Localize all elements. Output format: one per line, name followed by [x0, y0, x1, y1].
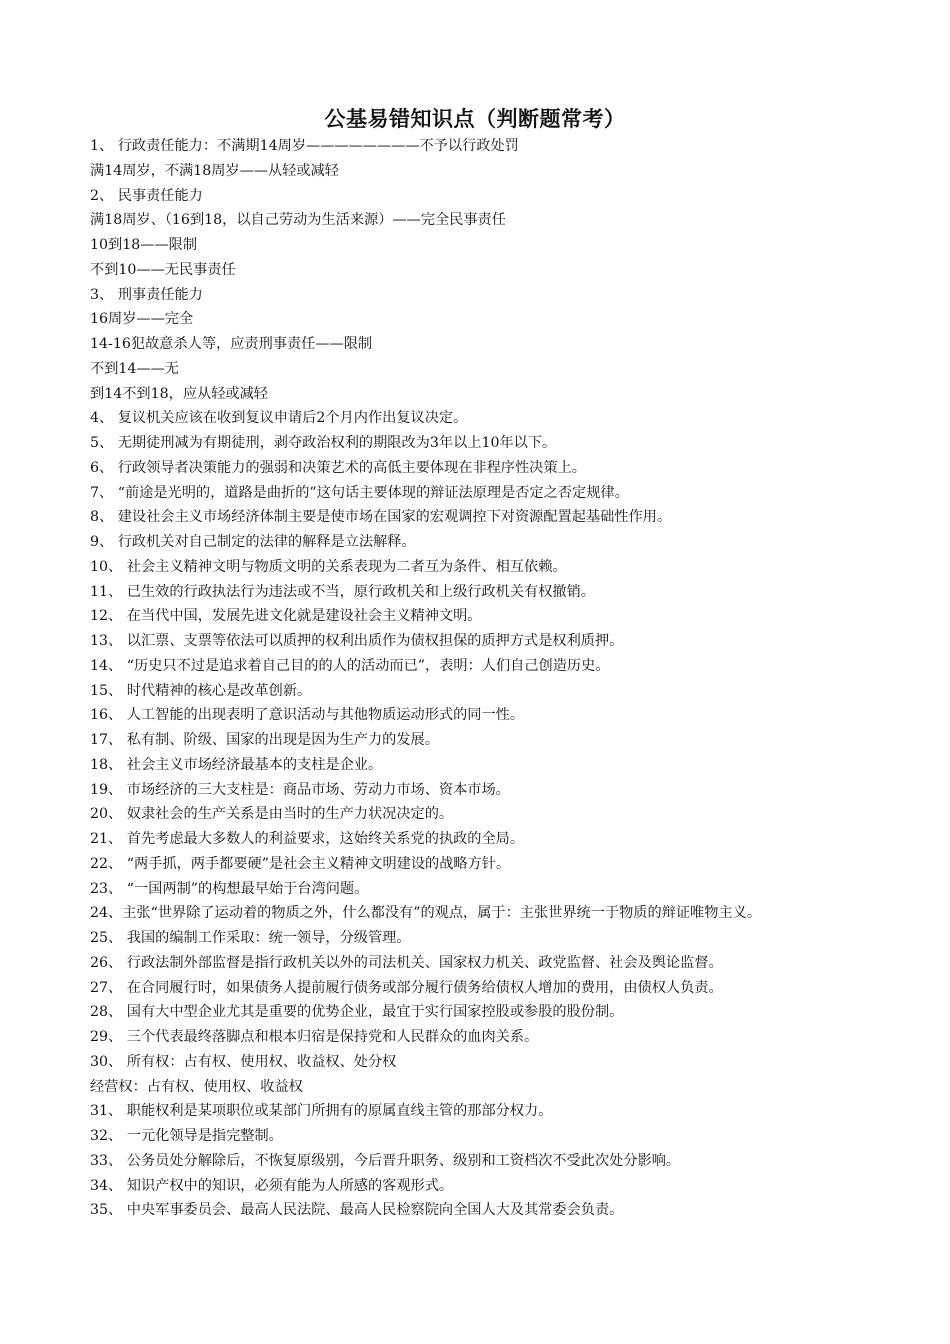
- text-line: 3、 刑事责任能力: [90, 286, 203, 303]
- text-line: 30、 所有权：占有权、使用权、收益权、处分权: [90, 1053, 397, 1070]
- text-line: 10、 社会主义精神文明与物质文明的关系表现为二者互为条件、相互依赖。: [90, 558, 567, 575]
- text-line: 16、 人工智能的出现表明了意识活动与其他物质运动形式的同一性。: [90, 707, 525, 724]
- text-line: 9、 行政机关对自己制定的法律的解释是立法解释。: [90, 534, 416, 550]
- text-line: 8、 建设社会主义市场经济体制主要是使市场在国家的宏观调控下对资源配置起基础性作用。: [90, 509, 672, 526]
- text-line: 21、 首先考虑最大多数人的利益要求，这始终关系党的执政的全局。: [90, 831, 525, 847]
- text-line: 16周岁——完全: [90, 311, 194, 328]
- text-lines: [90, 134, 910, 1223]
- text-line: 17、 私有制、阶级、国家的出现是因为生产力的发展。: [90, 732, 439, 748]
- text-line: 14-16犯故意杀人等，应责刑事责任——限制: [90, 336, 373, 352]
- text-line: 18、 社会主义市场经济最基本的支柱是企业。: [90, 756, 383, 773]
- text-line: 7、 “前途是光明的，道路是曲折的”这句话主要体现的辩证法原理是否定之否定规律。: [90, 484, 629, 501]
- text-line: 20、 奴隶社会的生产关系是由当时的生产力状况决定的。: [90, 806, 454, 823]
- text-line: 11、 已生效的行政执法行为违法或不当，原行政机关和上级行政机关有权撤销。: [90, 583, 595, 600]
- text-line: 不到10——无民事责任: [90, 261, 236, 278]
- text-line: 33、 公务员处分解除后，不恢复原级别，今后晋升职务、级别和工资档次不受此次处分影响。: [90, 1152, 681, 1169]
- text-line: 到14不到18，应从轻或减轻: [90, 385, 268, 402]
- text-line: 2、 民事责任能力: [90, 187, 203, 204]
- text-line: 经营权：占有权、使用权、收益权: [90, 1078, 303, 1095]
- text-line: 1、 行政责任能力：不满期14周岁————————不予以行政处罚: [90, 138, 519, 154]
- text-line: 5、 无期徒刑减为有期徒刑，剥夺政治权利的期限改为3年以上10年以下。: [90, 435, 557, 451]
- text-line: 23、 “一国两制”的构想最早始于台湾问题。: [90, 880, 369, 897]
- page-title: 公基易错知识点（判断题常考）: [324, 107, 626, 131]
- text-line: 34、 知识产权中的知识，必须有能为人所感的客观形式。: [90, 1177, 454, 1194]
- text-line: 25、 我国的编制工作采取：统一领导，分级管理。: [90, 930, 411, 946]
- text-line: 10到18——限制: [90, 237, 198, 253]
- text-line: 22、 “两手抓，两手都要硬”是社会主义精神文明建设的战略方针。: [90, 855, 511, 872]
- text-line: 32、 一元化领导是指完整制。: [90, 1128, 283, 1144]
- text-line: 15、 时代精神的核心是改革创新。: [90, 682, 312, 699]
- text-line: 4、 复议机关应该在收到复议申请后2个月内作出复议决定。: [90, 410, 468, 427]
- text-line: 24、主张“世界除了运动着的物质之外，什么都没有”的观点，属于：主张世界统一于物质的辩证唯物主义。: [90, 905, 762, 922]
- text-line: 满18周岁、（16到18，以自己劳动为生活来源）——完全民事责任: [90, 212, 506, 229]
- text-line: 满14周岁，不满18周岁——从轻或减轻: [90, 162, 339, 179]
- text-line: 6、 行政领导者决策能力的强弱和决策艺术的高低主要体现在非程序性决策上。: [90, 459, 586, 476]
- text-line: 13、 以汇票、支票等依法可以质押的权利出质作为债权担保的质押方式是权利质押。: [90, 633, 624, 649]
- text-line: 27、 在合同履行时，如果债务人提前履行债务或部分履行债务给债权人增加的费用，由债权人负责。: [90, 979, 723, 996]
- text-line: 29、 三个代表最终落脚点和根本归宿是保持党和人民群众的血肉关系。: [90, 1029, 539, 1045]
- text-line: 35、 中央军事委员会、最高人民法院、最高人民检察院向全国人大及其常委会负责。: [90, 1202, 624, 1219]
- text-line: 28、 国有大中型企业尤其是重要的优势企业，最宜于实行国家控股或参股的股份制。: [90, 1004, 624, 1021]
- text-line: 不到14——无: [90, 360, 179, 377]
- text-line: 12、 在当代中国，发展先进文化就是建设社会主义精神文明。: [90, 608, 482, 625]
- text-line: 26、 行政法制外部监督是指行政机关以外的司法机关、国家权力机关、政党监督、社会及舆论监督。: [90, 954, 723, 971]
- text-line: 31、 职能权利是某项职位或某部门所拥有的原属直线主管的那部分权力。: [90, 1103, 553, 1120]
- text-line: 19、 市场经济的三大支柱是：商品市场、劳动力市场、资本市场。: [90, 781, 510, 798]
- text-line: 14、 “历史只不过是追求着自己目的的人的活动而已”，表明：人们自己创造历史。: [90, 657, 610, 674]
